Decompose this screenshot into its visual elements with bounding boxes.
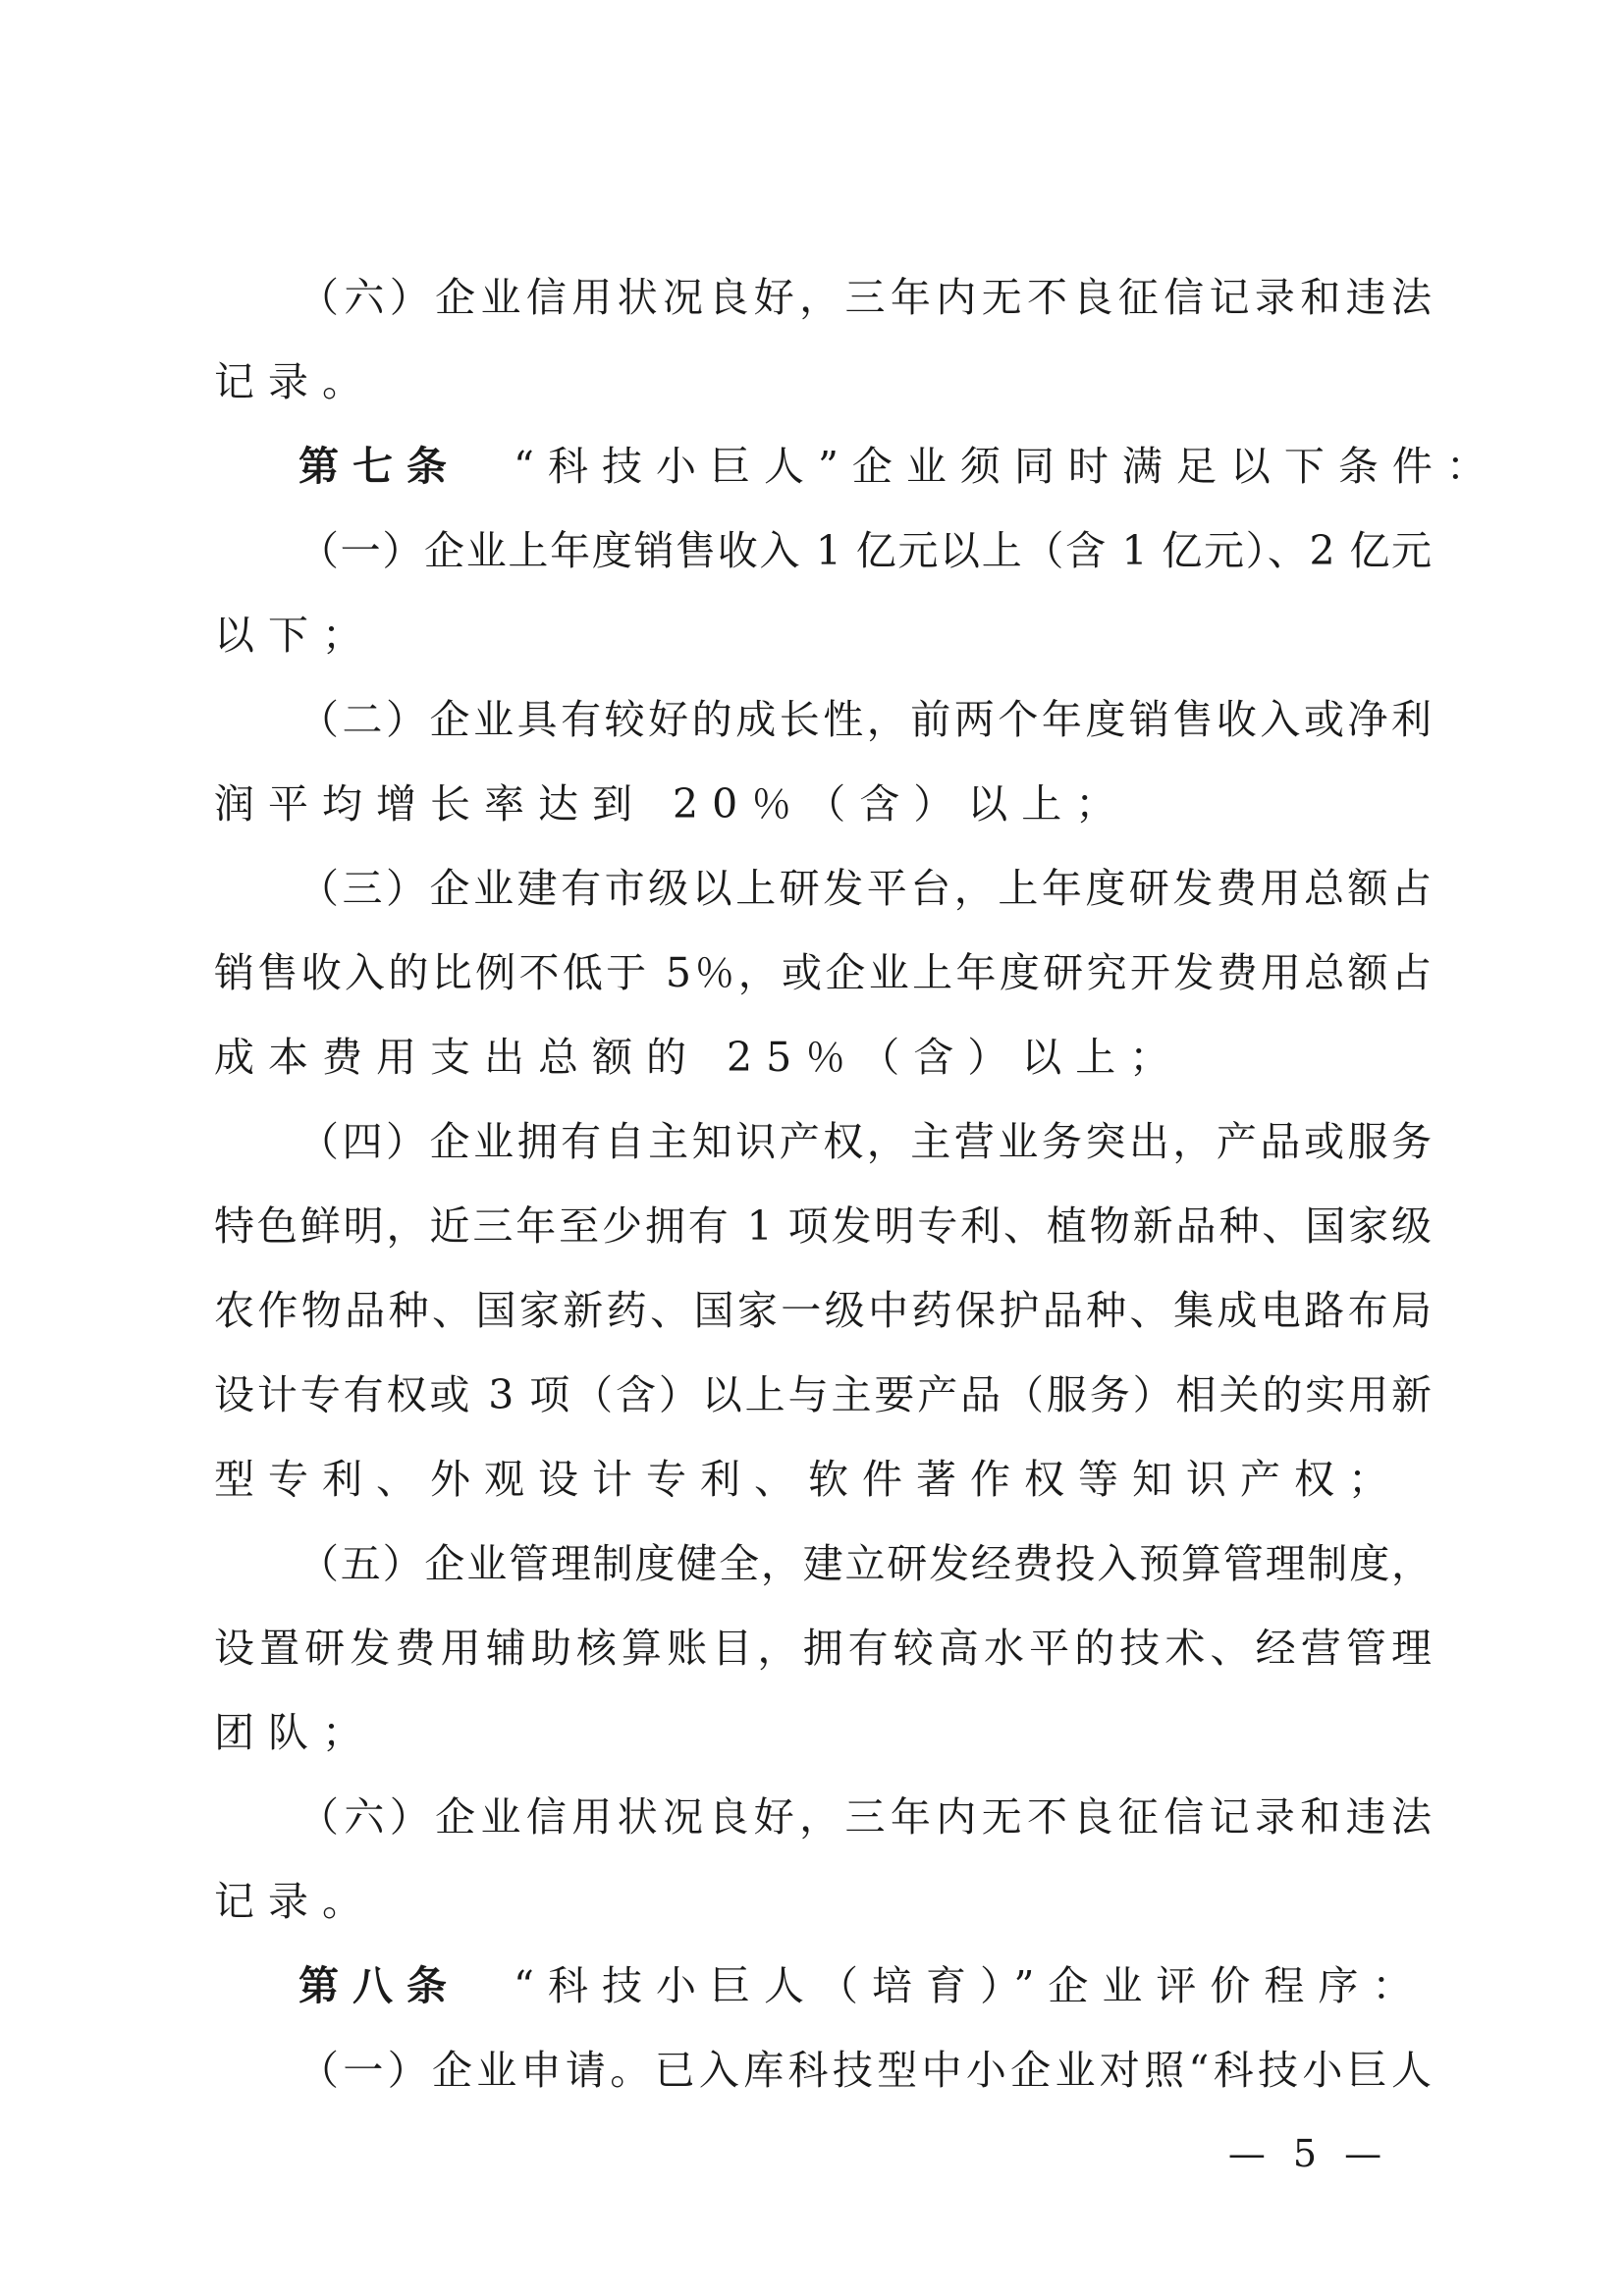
paragraph-line-16 xyxy=(298,1539,1432,1588)
line-text: （四）企业拥有自主知识产权，主营业务突出，产品或服务 xyxy=(298,1118,1432,1165)
line-text: “科技小巨人（培育）”企业评价程序： xyxy=(514,1962,1427,2009)
paragraph-line-13 xyxy=(214,1286,1432,1335)
article-heading: 第八条 xyxy=(298,1962,460,2009)
paragraph-line-18 xyxy=(214,1708,1432,1757)
paragraph-line-8 xyxy=(298,864,1432,913)
line-text: （六）企业信用状况良好，三年内无不良征信记录和违法 xyxy=(298,274,1432,321)
paragraph-line-12 xyxy=(214,1201,1432,1251)
line-text: 型专利、外观设计专利、软件著作权等知识产权； xyxy=(214,1456,1402,1503)
paragraph-line-1 xyxy=(298,273,1432,322)
line-text: 以下； xyxy=(214,612,376,659)
line-text: （一）企业申请。已入库科技型中小企业对照“科技小巨人 xyxy=(298,2047,1432,2094)
line-text: （六）企业信用状况良好，三年内无不良征信记录和违法 xyxy=(298,1793,1432,1841)
page-number: — 5 — xyxy=(1227,2132,1390,2175)
paragraph-line-6 xyxy=(298,695,1432,744)
paragraph-line-20 xyxy=(214,1877,1432,1926)
paragraph-line-9 xyxy=(214,948,1432,997)
paragraph-line-22 xyxy=(298,2046,1432,2095)
line-text: （三）企业建有市级以上研发平台，上年度研发费用总额占 xyxy=(298,865,1432,912)
line-text: 设计专有权或 3 项（含）以上与主要产品（服务）相关的实用新 xyxy=(214,1371,1432,1418)
article-heading: 第七条 xyxy=(298,443,460,490)
paragraph-line-4 xyxy=(298,526,1432,575)
paragraph-line-10 xyxy=(214,1033,1432,1082)
line-text: 团队； xyxy=(214,1709,376,1756)
line-text: （五）企业管理制度健全，建立研发经费投入预算管理制度， xyxy=(298,1540,1432,1587)
line-text: “科技小巨人”企业须同时满足以下条件： xyxy=(514,443,1500,490)
line-text: 特色鲜明，近三年至少拥有 1 项发明专利、植物新品种、国家级 xyxy=(214,1202,1432,1250)
paragraph-line-15 xyxy=(214,1455,1432,1504)
article-8-heading-line xyxy=(298,1961,1432,2010)
paragraph-line-11 xyxy=(298,1117,1432,1166)
line-text: （一）企业上年度销售收入 1 亿元以上（含 1 亿元）、2 亿元 xyxy=(298,527,1432,574)
line-text: 润平均增长率达到 20％（含）以上； xyxy=(214,780,1130,828)
paragraph-line-7 xyxy=(214,779,1432,828)
article-7-heading-line xyxy=(298,442,1500,491)
line-text: 农作物品种、国家新药、国家一级中药保护品种、集成电路布局 xyxy=(214,1287,1432,1334)
line-text: 记录。 xyxy=(214,1878,376,1925)
line-text: 记录。 xyxy=(214,358,376,405)
line-text: （二）企业具有较好的成长性，前两个年度销售收入或净利 xyxy=(298,696,1432,743)
paragraph-line-5 xyxy=(214,611,1432,660)
line-text: 销售收入的比例不低于 5％，或企业上年度研究开发费用总额占 xyxy=(214,949,1432,996)
line-text: 设置研发费用辅助核算账目，拥有较高水平的技术、经营管理 xyxy=(214,1625,1432,1672)
paragraph-line-14 xyxy=(214,1370,1432,1419)
paragraph-line-2 xyxy=(214,357,1432,406)
line-text: 成本费用支出总额的 25％（含）以上； xyxy=(214,1034,1184,1081)
paragraph-line-19 xyxy=(298,1792,1432,1842)
paragraph-line-17 xyxy=(214,1624,1432,1673)
